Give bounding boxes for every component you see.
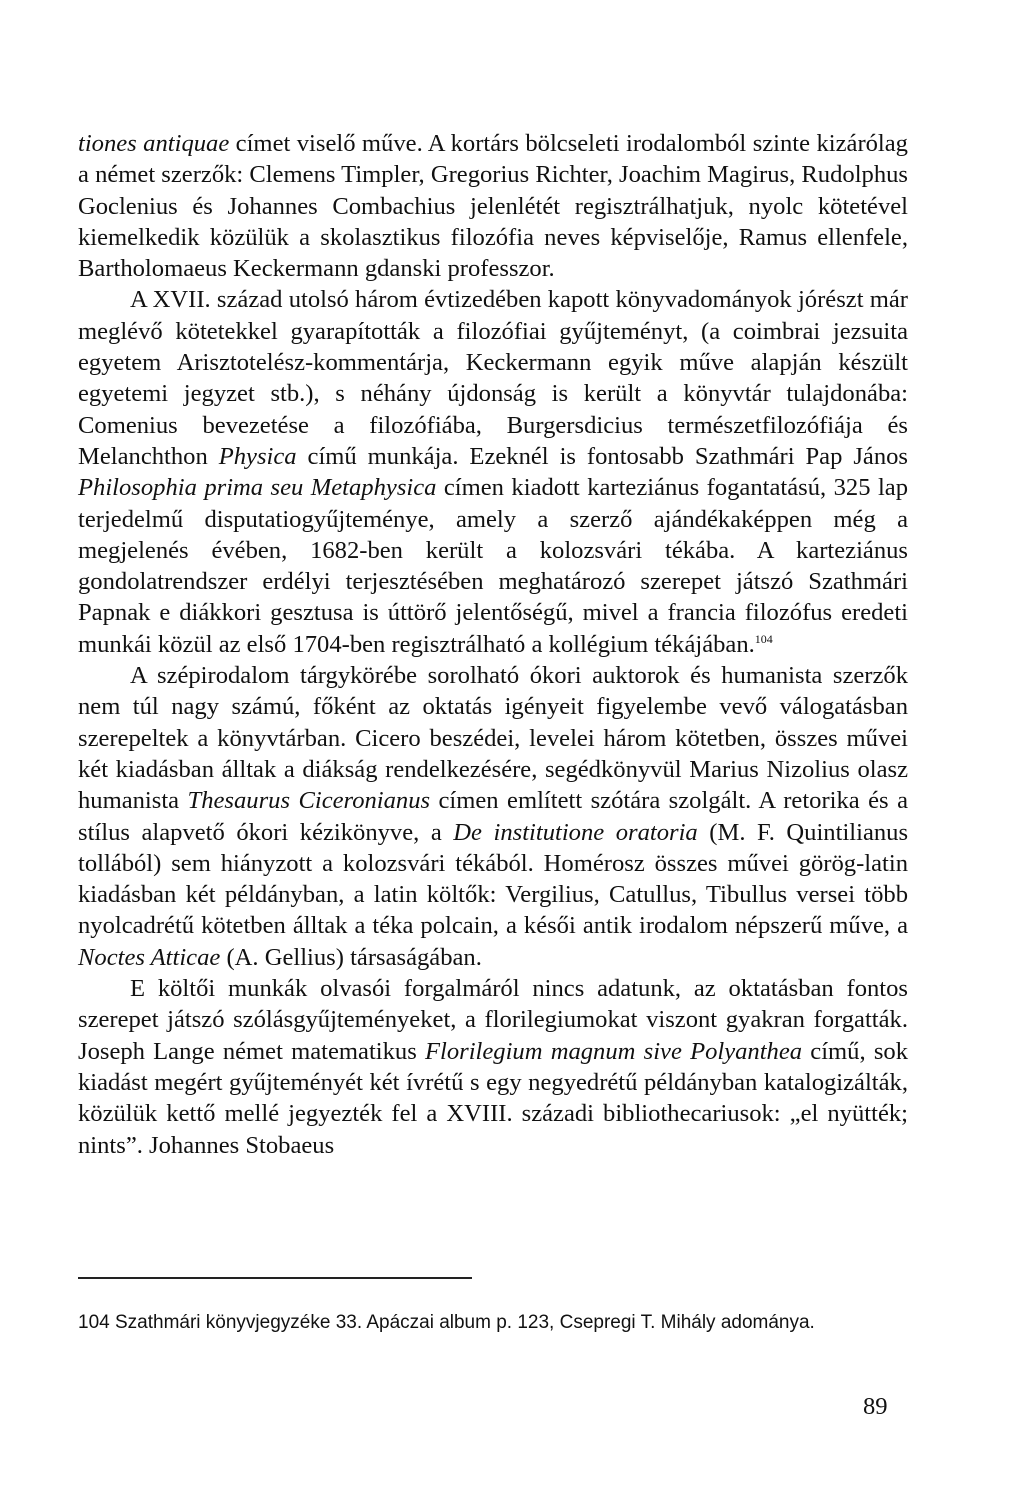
- footnote-reference: 104: [754, 631, 773, 646]
- text-run: A szépirodalom tárgykörébe sorolható ókori auktorok és humanista szerzők nem túl nagy számú, főként az oktatás igényeit figyelembe vevő válogatásban szerepeltek a könyvtárban. Cicero beszédei, levelei három kötetben, összes művei két kiadásban álltak a diákság rendelkezésére, segédkönyvül Marius Nizolius olasz humanista: [78, 662, 908, 815]
- italic-title: De institutione oratoria: [453, 818, 698, 846]
- paragraph-4: [78, 973, 908, 1161]
- text-run: címen kiadott karteziánus fogantatású, 325 lap terjedelmű disputatiogyűjteménye, amely a szerző ajándékaképpen még a megjelenés évében, 1682-ben került a kolozsvári tékába. A karteziánus gondolatrendszer erdélyi terjesztésében meghatározó szerepet játszó Szathmári Papnak e diákkori gesztusa is úttörő jelentőségű, mivel a francia filozófus eredeti munkái közül az első 1704-ben regisztrálható a kollégium tékájában.: [78, 474, 908, 658]
- page-number: 89: [863, 1393, 888, 1420]
- text-run: című, sok kiadást megért gyűjteményét két ívrétű s egy negyedrétű példányban katalogizálták, közülük kettő mellé jegyezték fel a XVIII. századi bibliothecariusok: „el nyütték; nints”. Johannes Stobaeus: [78, 1037, 908, 1159]
- footnote-divider: [78, 1277, 472, 1279]
- paragraph-3: [78, 660, 908, 973]
- paragraph-1: [78, 128, 908, 284]
- italic-title: Noctes Atticae: [78, 943, 221, 971]
- page-content: [78, 128, 908, 1161]
- text-run: címen említett szótára szolgált. A retorika és a stílus alapvető ókori kézikönyve, a: [78, 787, 908, 846]
- body-text: [78, 128, 908, 1161]
- italic-title: Philosophia prima seu Metaphysica: [78, 474, 437, 502]
- italic-title: Thesaurus Ciceronianus: [187, 787, 431, 815]
- paragraph-2: [78, 284, 908, 660]
- text-run: címet viselő műve. A kortárs bölcseleti irodalomból szinte kizárólag a német szerzők: Clemens Timpler, Gregorius Richter, Joachim Magirus, Rudolphus Goclenius és Johannes Combachius jelenlétét regisztrálhatjuk, nyolc kötetével kiemelkedik közülük a skolasztikus filozófia neves képviselője, Ramus ellenfele, Bartholomaeus Keckermann gdanski professzor.: [78, 130, 908, 283]
- text-run: (A. Gellius) társaságában.: [220, 943, 482, 971]
- italic-title: Florilegium magnum sive Polyanthea: [425, 1037, 803, 1065]
- text-run: (M. F. Quintilianus tollából) sem hiányzott a kolozsvári tékából. Homérosz összes művei görög-latin kiadásban két példányban, a latin költők: Vergilius, Catullus, Tibullus versei több nyolcadrétű kötetben álltak a téka polcain, a késői antik irodalom népszerű műve, a: [78, 818, 909, 940]
- footnote-104: 104 Szathmári könyvjegyzéke 33. Apáczai album p. 123, Csepregi T. Mihály adománya.: [78, 1312, 815, 1333]
- text-run: E költői munkák olvasói forgalmáról nincs adatunk, az oktatásban fontos szerepet játszó szólásgyűjteményeket, a florilegiumokat viszont gyakran forgatták. Joseph Lange német matematikus: [78, 975, 908, 1065]
- text-run: A XVII. század utolsó három évtizedében kapott könyvadományok jórészt már meglévő kötetekkel gyarapították a filozófiai gyűjteményt, (a coimbrai jezsuita egyetem Arisztotelész-kommentárja, Keckermann egyik műve alapján készült egyetemi jegyzet stb.), s néhány újdonság is került a könyvtár tulajdonába: Comenius bevezetése a filozófiába, Burgersdicius természetfilozófiája és Melanchthon: [78, 286, 908, 470]
- italic-title: tiones antiquae: [78, 130, 230, 157]
- text-run: című munkája. Ezeknél is fontosabb Szathmári Pap János: [296, 442, 908, 470]
- italic-title: Physica: [218, 442, 297, 470]
